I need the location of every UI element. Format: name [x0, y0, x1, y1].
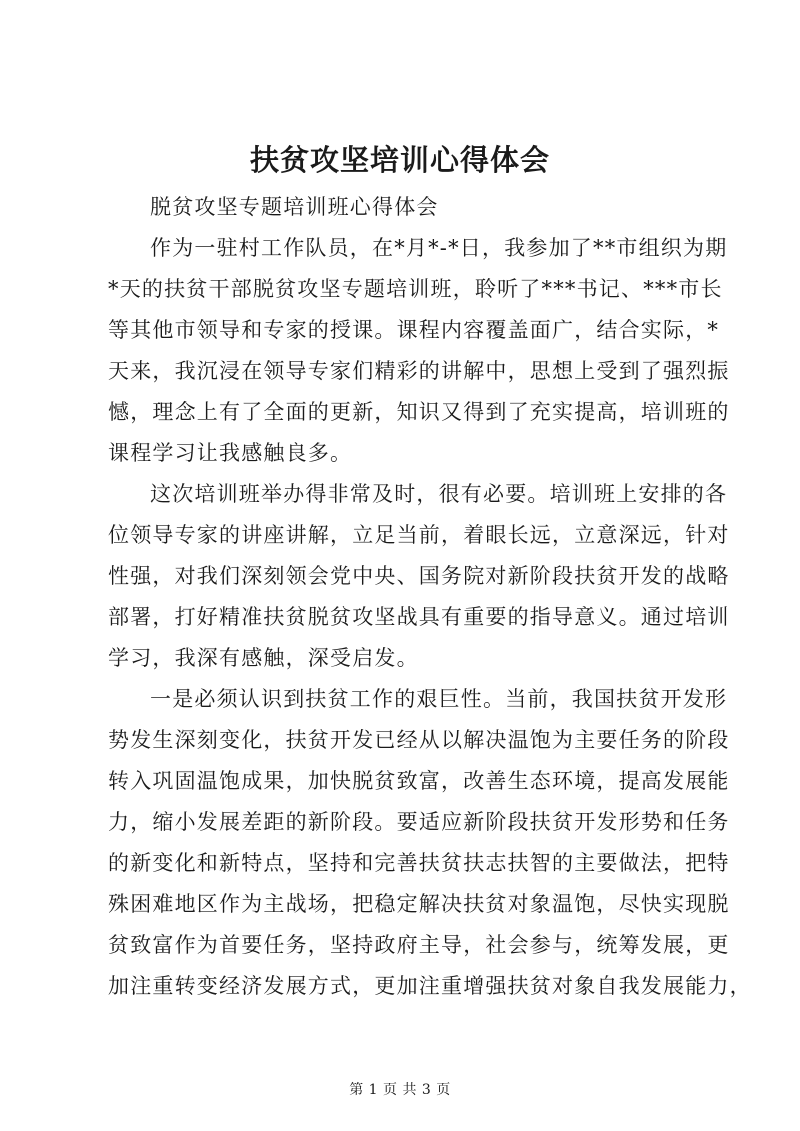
paragraph-line: 殊困难地区作为主战场，把稳定解决扶贫对象温饱，尽快实现脱	[108, 892, 730, 916]
paragraph-line: 转入巩固温饱成果，加快脱贫致富，改善生态环境，提高发展能	[108, 769, 730, 793]
paragraph-line: 势发生深刻变化，扶贫开发已经从以解决温饱为主要任务的阶段	[108, 728, 730, 752]
paragraph-line: 一是必须认识到扶贫工作的艰巨性。当前，我国扶贫开发形	[150, 687, 728, 711]
paragraph-line: 等其他市领导和专家的授课。课程内容覆盖面广，结合实际，*	[108, 318, 720, 342]
document-title: 扶贫攻坚培训心得体会	[249, 143, 550, 177]
document-body	[108, 187, 752, 1007]
paragraph-line: *天的扶贫干部脱贫攻坚专题培训班，聆听了***书记、***市长	[108, 277, 723, 301]
paragraph-line: 的新变化和新特点，坚持和完善扶贫扶志扶智的主要做法，把特	[108, 851, 730, 875]
paragraph-line: 学习，我深有感触，深受启发。	[108, 646, 419, 670]
paragraph-line: 贫致富作为首要任务，坚持政府主导，社会参与，统筹发展，更	[108, 933, 730, 957]
paragraph-line: 部署，打好精准扶贫脱贫攻坚战具有重要的指导意义。通过培训	[108, 605, 730, 629]
subtitle-line: 脱贫攻坚专题培训班心得体会	[150, 195, 439, 219]
paragraph-line: 作为一驻村工作队员，在*月*-*日，我参加了**市组织为期	[150, 236, 728, 260]
paragraph-line: 加注重转变经济发展方式，更加注重增强扶贫对象自我发展能力，	[108, 974, 752, 998]
paragraph-line: 课程学习让我感触良多。	[108, 441, 353, 465]
paragraph-line: 力，缩小发展差距的新阶段。要适应新阶段扶贫开发形势和任务	[108, 810, 730, 834]
page-number: 第 1 页 共 3 页	[349, 1082, 451, 1098]
paragraph-line: 这次培训班举办得非常及时，很有必要。培训班上安排的各	[150, 482, 728, 506]
paragraph-line: 性强，对我们深刻领会党中央、国务院对新阶段扶贫开发的战略	[108, 564, 730, 588]
paragraph-line: 位领导专家的讲座讲解，立足当前，着眼长远，立意深远，针对	[108, 523, 730, 547]
paragraph-line: 天来，我沉浸在领导专家们精彩的讲解中，思想上受到了强烈振	[108, 359, 730, 383]
paragraph-line: 憾，理念上有了全面的更新，知识又得到了充实提高，培训班的	[108, 400, 730, 424]
